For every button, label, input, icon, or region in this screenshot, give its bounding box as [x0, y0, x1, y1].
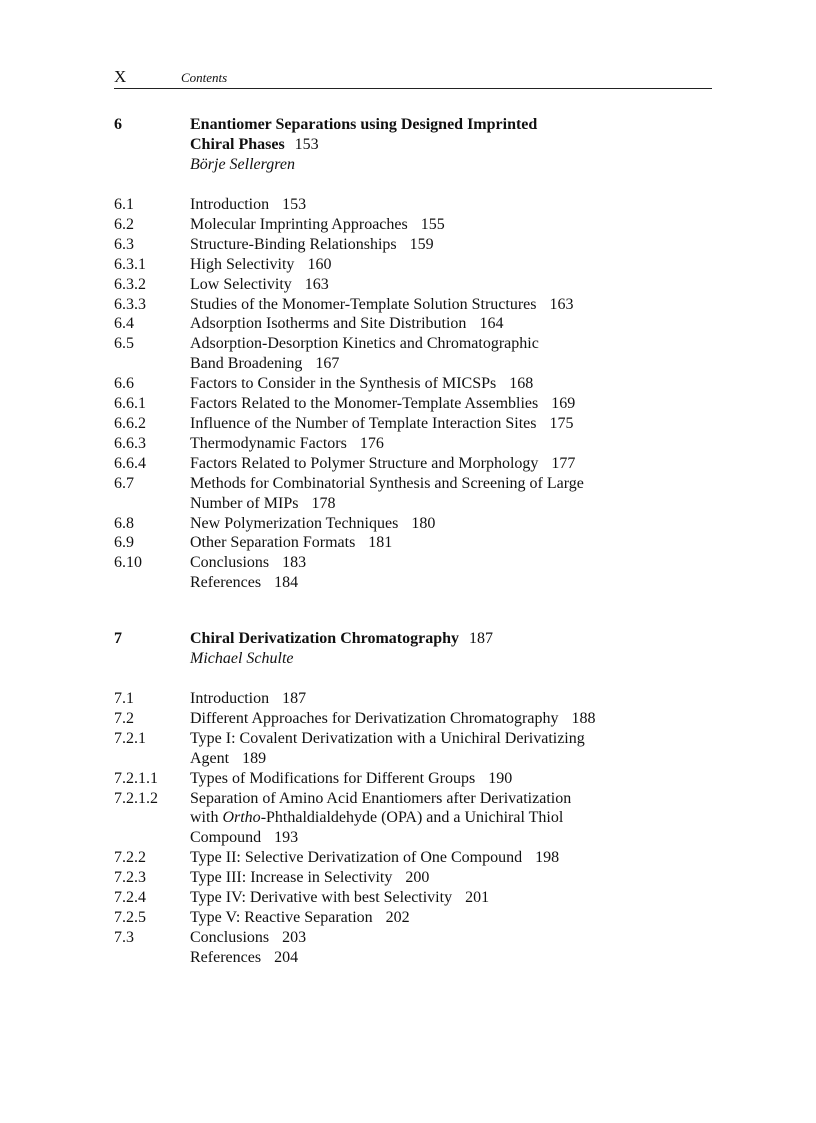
section-page: 153: [282, 196, 307, 213]
toc-entry[interactable]: [114, 789, 714, 849]
section-page: 187: [282, 690, 307, 707]
section-page: 155: [420, 215, 445, 233]
toc-entry-references[interactable]: [114, 948, 714, 968]
running-title: Contents: [181, 70, 228, 85]
section-page: 175: [549, 414, 574, 432]
section-title: Type IV: Derivative with best Selectivity: [190, 889, 453, 907]
section-title: Type III: Increase in Selectivity: [190, 869, 393, 887]
chapter-title[interactable]: Enantiomer Separations using Designed Imprinted: [190, 116, 538, 133]
page-number: X: [114, 67, 127, 86]
section-number: 7.2.4: [114, 889, 146, 907]
section-title: Structure-Binding Relationships: [190, 235, 397, 253]
section-title: Low Selectivity: [190, 275, 292, 293]
toc-entry[interactable]: [114, 514, 714, 534]
section-number: 7.1: [114, 690, 134, 707]
section-title-cont: -Phthaldialdehyde (OPA) and a Unichiral Thiol: [260, 809, 564, 827]
section-page: 200: [405, 869, 430, 887]
section-title: Studies of the Monomer-Template Solution Structures: [190, 295, 537, 313]
chapter-author: Börje Sellergren: [190, 156, 296, 173]
section-title: Different Approaches for Derivatization Chromatography: [190, 709, 559, 727]
section-title: Other Separation Formats: [190, 534, 356, 552]
section-title-cont: Agent: [190, 749, 230, 767]
section-title: Factors to Consider in the Synthesis of MICSPs: [190, 375, 497, 393]
chapter-page: 153: [294, 136, 319, 153]
toc-entry[interactable]: [114, 868, 714, 888]
toc-entry[interactable]: [114, 394, 714, 414]
section-page: 198: [535, 849, 560, 867]
section-list: [114, 195, 714, 593]
section-title: References: [190, 948, 262, 966]
chapter-7: [114, 629, 714, 968]
section-title: Type I: Covalent Derivatization with a Unichiral Derivatizing: [190, 729, 585, 747]
section-title-cont: Band Broadening: [190, 355, 303, 373]
toc-entry[interactable]: [114, 928, 714, 948]
chapter-heading: [114, 629, 714, 669]
section-number: 7.2: [114, 709, 134, 727]
section-title: Type V: Reactive Separation: [190, 908, 373, 926]
section-number: 7.2.3: [114, 869, 146, 887]
toc-entry[interactable]: [114, 334, 714, 374]
section-page: 183: [282, 554, 307, 572]
toc-entry[interactable]: [114, 414, 714, 434]
chapter-page: 187: [469, 630, 494, 647]
section-number: 6.7: [114, 474, 134, 492]
section-title: Factors Related to the Monomer-Template Assemblies: [190, 395, 539, 413]
section-number: 6.5: [114, 335, 134, 353]
section-page: 178: [311, 494, 336, 512]
toc-entry[interactable]: [114, 255, 714, 275]
section-title-cont: Number of MIPs: [190, 494, 299, 512]
section-page: 164: [479, 315, 504, 333]
toc-entry[interactable]: [114, 474, 714, 514]
section-page: 184: [274, 574, 299, 592]
section-title: High Selectivity: [190, 255, 295, 273]
section-number: 6.3.1: [114, 255, 146, 273]
section-page: 180: [411, 514, 436, 532]
section-page: 190: [488, 769, 513, 787]
section-number: 6.3: [114, 235, 134, 253]
section-number: 6.6.4: [114, 454, 146, 472]
toc-entry[interactable]: [114, 235, 714, 255]
section-page: 203: [282, 928, 307, 946]
toc-entry[interactable]: [114, 848, 714, 868]
section-page: 202: [385, 908, 410, 926]
toc-entry[interactable]: [114, 454, 714, 474]
section-title-italic: Ortho: [222, 809, 261, 827]
section-number: 6.10: [114, 554, 142, 572]
chapter-number: 7: [114, 630, 122, 647]
section-number: 6.3.2: [114, 275, 146, 293]
running-header: [114, 66, 712, 89]
section-page: 163: [549, 295, 574, 313]
section-number: 7.2.5: [114, 908, 146, 926]
section-page: 201: [465, 889, 490, 907]
toc-entry[interactable]: [114, 553, 714, 573]
chapter-author: Michael Schulte: [190, 650, 294, 667]
toc-entry[interactable]: [114, 709, 714, 729]
toc-entry[interactable]: [114, 295, 714, 315]
section-title: Type II: Selective Derivatization of One Compound: [190, 849, 523, 867]
chapter-heading: [114, 115, 714, 175]
section-page: 159: [409, 235, 434, 253]
section-title: Factors Related to Polymer Structure and Morphology: [190, 454, 539, 472]
section-page: 177: [551, 454, 576, 472]
section-title: Influence of the Number of Template Interaction Sites: [190, 414, 537, 432]
section-number: 6.8: [114, 514, 134, 532]
section-title: Adsorption Isotherms and Site Distribution: [190, 315, 467, 333]
section-number: 6.3.3: [114, 295, 146, 313]
section-number: 6.9: [114, 534, 134, 552]
section-number: 6.1: [114, 196, 134, 213]
section-page: 168: [509, 375, 534, 393]
toc-entry[interactable]: [114, 689, 714, 709]
section-page: 169: [551, 395, 576, 413]
toc-entry[interactable]: [114, 769, 714, 789]
section-title-cont2: Compound: [190, 829, 262, 847]
section-title: References: [190, 574, 262, 592]
chapter-title[interactable]: Chiral Derivatization Chromatography: [190, 630, 460, 647]
section-title-prefix: with: [190, 809, 219, 827]
chapter-6: [114, 115, 714, 593]
section-title: New Polymerization Techniques: [190, 514, 399, 532]
toc-entry[interactable]: [114, 434, 714, 454]
section-title: Conclusions: [190, 928, 270, 946]
section-page: 189: [242, 749, 267, 767]
section-number: 7.2.1.2: [114, 789, 158, 807]
section-page: 188: [571, 709, 596, 727]
section-number: 7.2.2: [114, 849, 146, 867]
section-number: 7.2.1: [114, 729, 146, 747]
section-title: Conclusions: [190, 554, 270, 572]
toc-entry[interactable]: [114, 195, 714, 215]
section-page: 193: [274, 829, 299, 847]
section-number: 6.2: [114, 215, 134, 233]
section-list: [114, 689, 714, 968]
toc-entry[interactable]: [114, 908, 714, 928]
toc-entry[interactable]: [114, 314, 714, 334]
section-number: 6.4: [114, 315, 134, 333]
section-page: 167: [315, 355, 340, 373]
section-number: 7.3: [114, 928, 134, 946]
section-title: Methods for Combinatorial Synthesis and Screening of Large: [190, 474, 584, 492]
section-number: 6.6: [114, 375, 134, 393]
toc-entry[interactable]: [114, 533, 714, 553]
section-title: Thermodynamic Factors: [190, 434, 347, 452]
section-page: 204: [274, 948, 299, 966]
section-page: 181: [368, 534, 393, 552]
toc-entry[interactable]: [114, 275, 714, 295]
section-title: Molecular Imprinting Approaches: [190, 215, 408, 233]
chapter-title-cont[interactable]: Chiral Phases: [190, 136, 285, 153]
section-number: 6.6.2: [114, 414, 146, 432]
section-number: 6.6.3: [114, 434, 146, 452]
section-title: Separation of Amino Acid Enantiomers after Derivatization: [190, 789, 572, 807]
section-page: 163: [304, 275, 329, 293]
toc-entry[interactable]: [114, 888, 714, 908]
section-title: Introduction: [190, 690, 270, 707]
section-page: 176: [359, 434, 384, 452]
toc-entry-references[interactable]: [114, 573, 714, 593]
section-title: Introduction: [190, 196, 270, 213]
section-number: 7.2.1.1: [114, 769, 158, 787]
section-title: Adsorption-Desorption Kinetics and Chromatographic: [190, 335, 539, 353]
section-number: 6.6.1: [114, 395, 146, 413]
toc-entry[interactable]: [114, 729, 714, 769]
section-page: 160: [307, 255, 332, 273]
toc-entry[interactable]: [114, 215, 714, 235]
toc-entry[interactable]: [114, 374, 714, 394]
section-title: Types of Modifications for Different Groups: [190, 769, 476, 787]
chapter-number: 6: [114, 116, 122, 133]
